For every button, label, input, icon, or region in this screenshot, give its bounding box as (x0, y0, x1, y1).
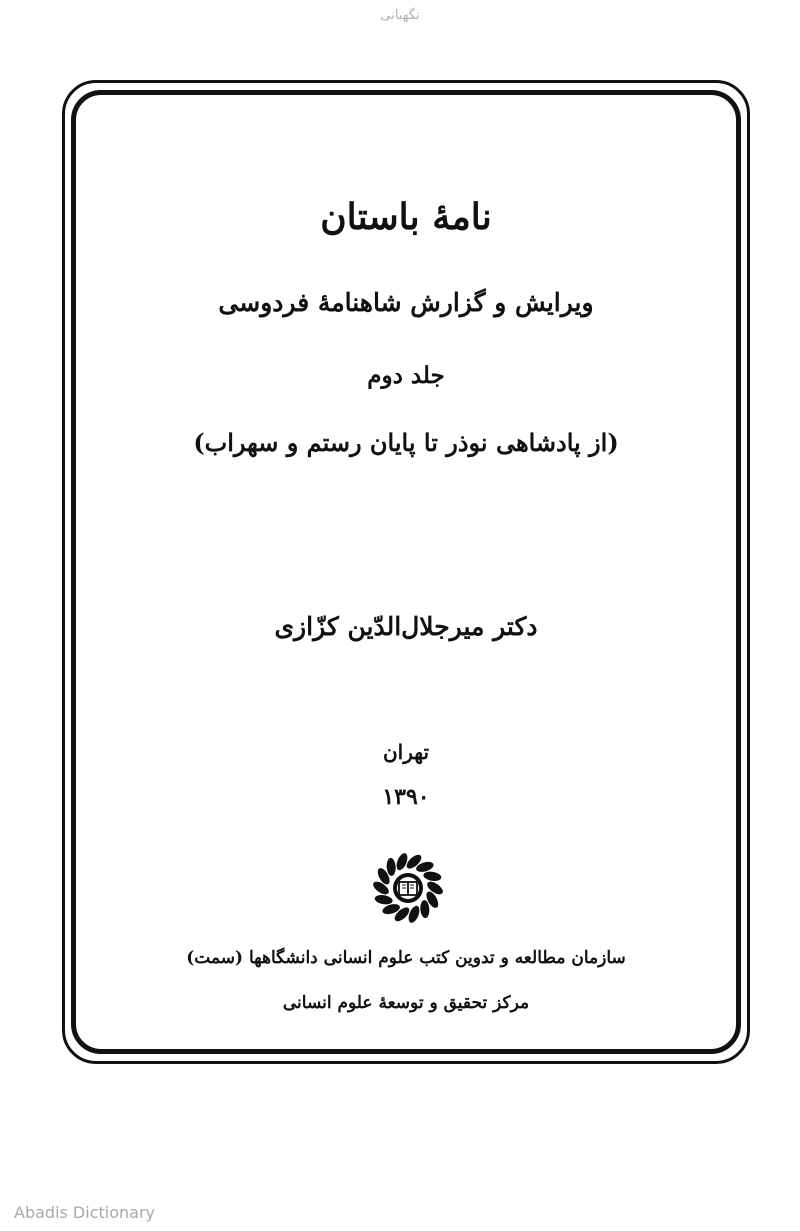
page-caption: نگهبانی (380, 8, 420, 23)
volume-label: جلد دوم (367, 362, 445, 389)
publisher-name: سازمان مطالعه و تدوین کتب علوم انسانی دانشگاهها (سمت) (186, 948, 626, 968)
emblem-petal (406, 904, 421, 924)
publication-city: تهران (382, 740, 430, 764)
author-name: دکتر میرجلال‌الدّین کزّازی (274, 612, 538, 641)
book-title: نامهٔ باستان (320, 196, 492, 238)
book-subtitle: ویرایش و گزارش شاهنامهٔ فردوسی (218, 288, 594, 317)
emblem-petal (394, 852, 409, 872)
emblem-petal (423, 870, 442, 882)
emblem-petal (420, 900, 430, 919)
publication-year: ۱۳۹۰ (382, 784, 430, 810)
volume-range: (از پادشاهی نوذر تا پایان رستم و سهراب) (193, 428, 619, 457)
emblem-petal (386, 858, 396, 877)
publisher-logo-icon (368, 848, 448, 928)
emblem-petal (374, 894, 393, 906)
research-center-name: مرکز تحقیق و توسعهٔ علوم انسانی (282, 993, 530, 1013)
site-watermark: Abadis Dictionary (14, 1203, 155, 1222)
